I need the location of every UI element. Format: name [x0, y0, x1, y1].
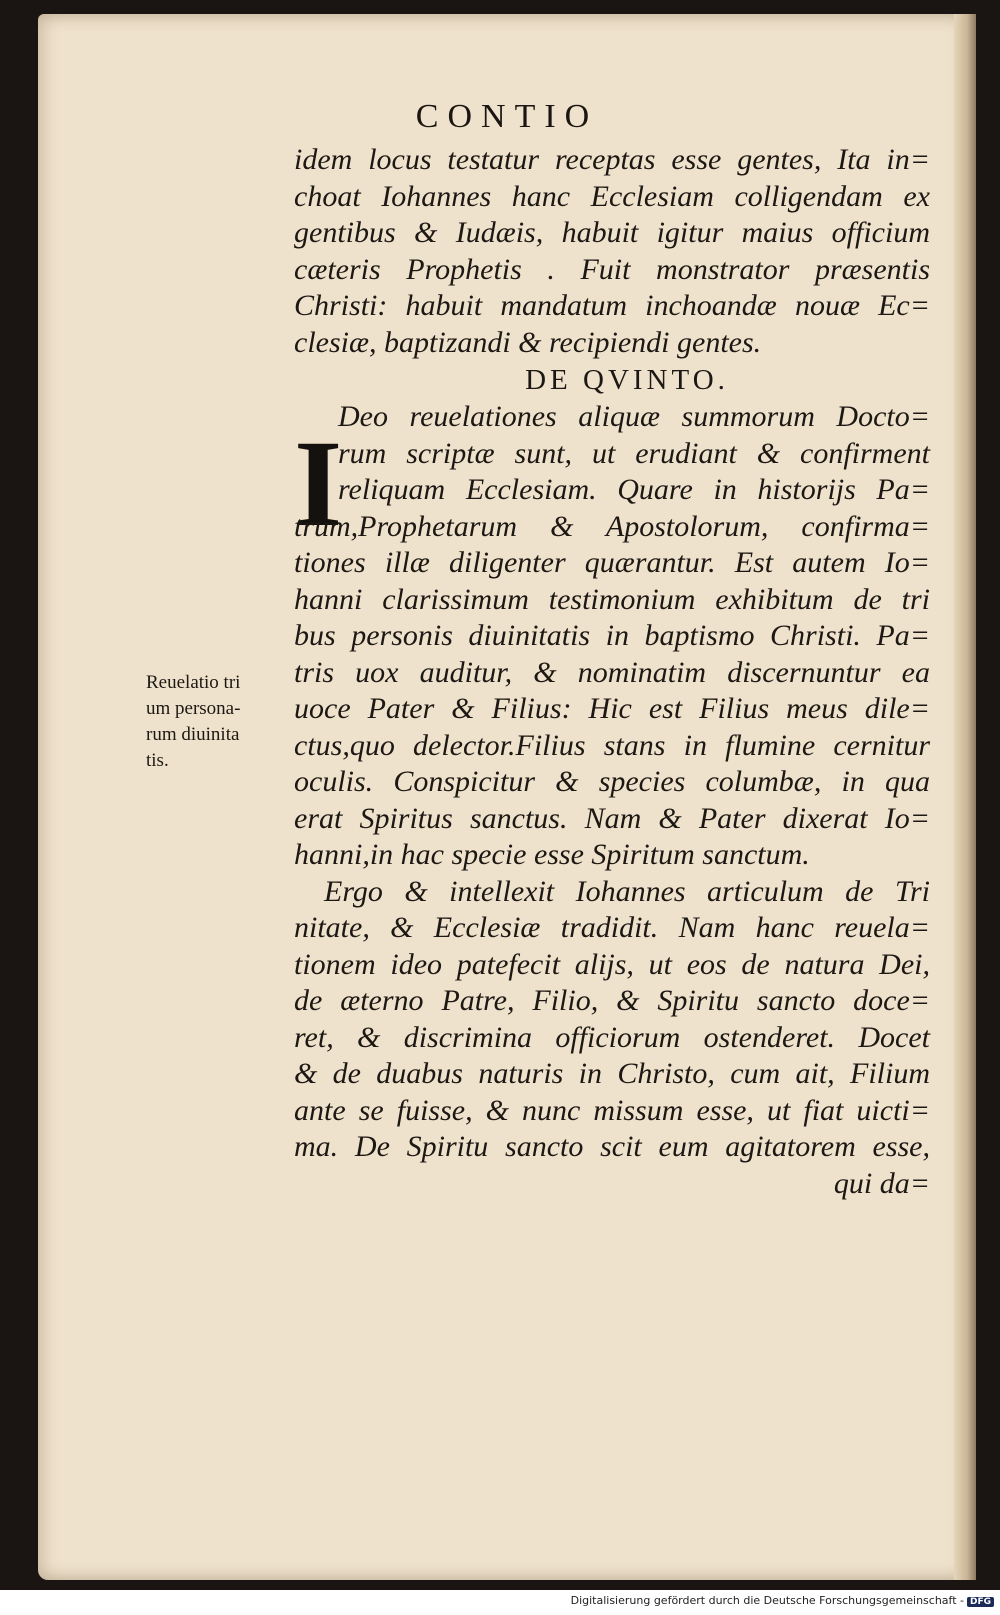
marginal-note: [146, 670, 294, 774]
text-line: trum,Prophetarum & Apostolorum, confirma=: [294, 509, 930, 543]
text-line: oculis. Conspicitur & species columbæ, in qua: [294, 765, 930, 798]
text-line: ctus,quo delector.Filius stans in flumine cernitur: [294, 728, 930, 762]
text-line: ret, & discrimina officiorum ostenderet. Docet: [294, 1020, 930, 1054]
marginal-note-line: um persona-: [146, 698, 241, 719]
text-line: uoce Pater & Filius: Hic est Filius meus dile=: [294, 692, 930, 725]
text-line: gentibus & Iudæis, habuit igitur maius officium: [294, 216, 930, 249]
digitization-credit: [0, 1594, 994, 1607]
text-line: Deo reuelationes aliquæ summorum Docto=: [338, 400, 930, 433]
text-line: rum scriptæ sunt, ut erudiant & confirment: [338, 436, 930, 470]
text-line: ma. De Spiritu sancto scit eum agitatorem esse,: [294, 1130, 930, 1163]
page-edge: [954, 14, 976, 1580]
text-line: choat Iohannes hanc Ecclesiam colligendam ex: [294, 179, 930, 213]
text-line: Ergo & intellexit Iohannes articulum de Tri: [324, 874, 930, 908]
text-line: bus personis diuinitatis in baptismo Christi. Pa=: [294, 619, 930, 652]
marginal-note-line: tis.: [146, 750, 169, 771]
text-line: nitate, & Ecclesiæ tradidit. Nam hanc reuela=: [294, 911, 930, 944]
credit-text: Digitalisierung gefördert durch die Deutsche Forschungsgemeinschaft -: [570, 1594, 964, 1607]
text-line: ante se fuisse, & nunc missum esse, ut fiat uicti=: [294, 1093, 930, 1127]
text-line: tiones illæ diligenter quærantur. Est autem Io=: [294, 546, 930, 579]
marginal-note-line: rum diuinita: [146, 724, 240, 745]
text-line: tionem ideo patefecit alijs, ut eos de natura Dei,: [294, 947, 930, 981]
text-line: tris uox auditur, & nominatim discernuntur ea: [294, 655, 930, 689]
text-line: hanni,in hac specie esse Spiritum sanctum.: [294, 838, 810, 871]
marginal-note-line: Reuelatio tri: [146, 672, 241, 693]
section-heading: DE QVINTO.: [525, 364, 729, 396]
running-head: CONTIO: [415, 98, 599, 135]
text-line: Christi: habuit mandatum inchoandæ nouæ Ec=: [294, 289, 930, 322]
text-line: de æterno Patre, Filio, & Spiritu sancto doce=: [294, 984, 930, 1017]
text-line: reliquam Ecclesiam. Quare in historijs Pa=: [338, 473, 930, 506]
catchword: qui da=: [833, 1166, 930, 1200]
text-line: idem locus testatur receptas esse gentes, Ita in=: [294, 143, 930, 176]
text-line: cæteris Prophetis . Fuit monstrator præsentis: [294, 252, 930, 286]
text-line: hanni clarissimum testimonium exhibitum de tri: [294, 582, 930, 616]
text-line: & de duabus naturis in Christo, cum ait, Filium: [294, 1057, 930, 1090]
body-text: [294, 142, 930, 1202]
text-line: clesiæ, baptizandi & recipiendi gentes.: [294, 325, 762, 359]
drop-cap: I: [294, 415, 343, 552]
text-line: erat Spiritus sanctus. Nam & Pater dixerat Io=: [294, 801, 930, 835]
dfg-logo: DFG: [967, 1597, 994, 1607]
